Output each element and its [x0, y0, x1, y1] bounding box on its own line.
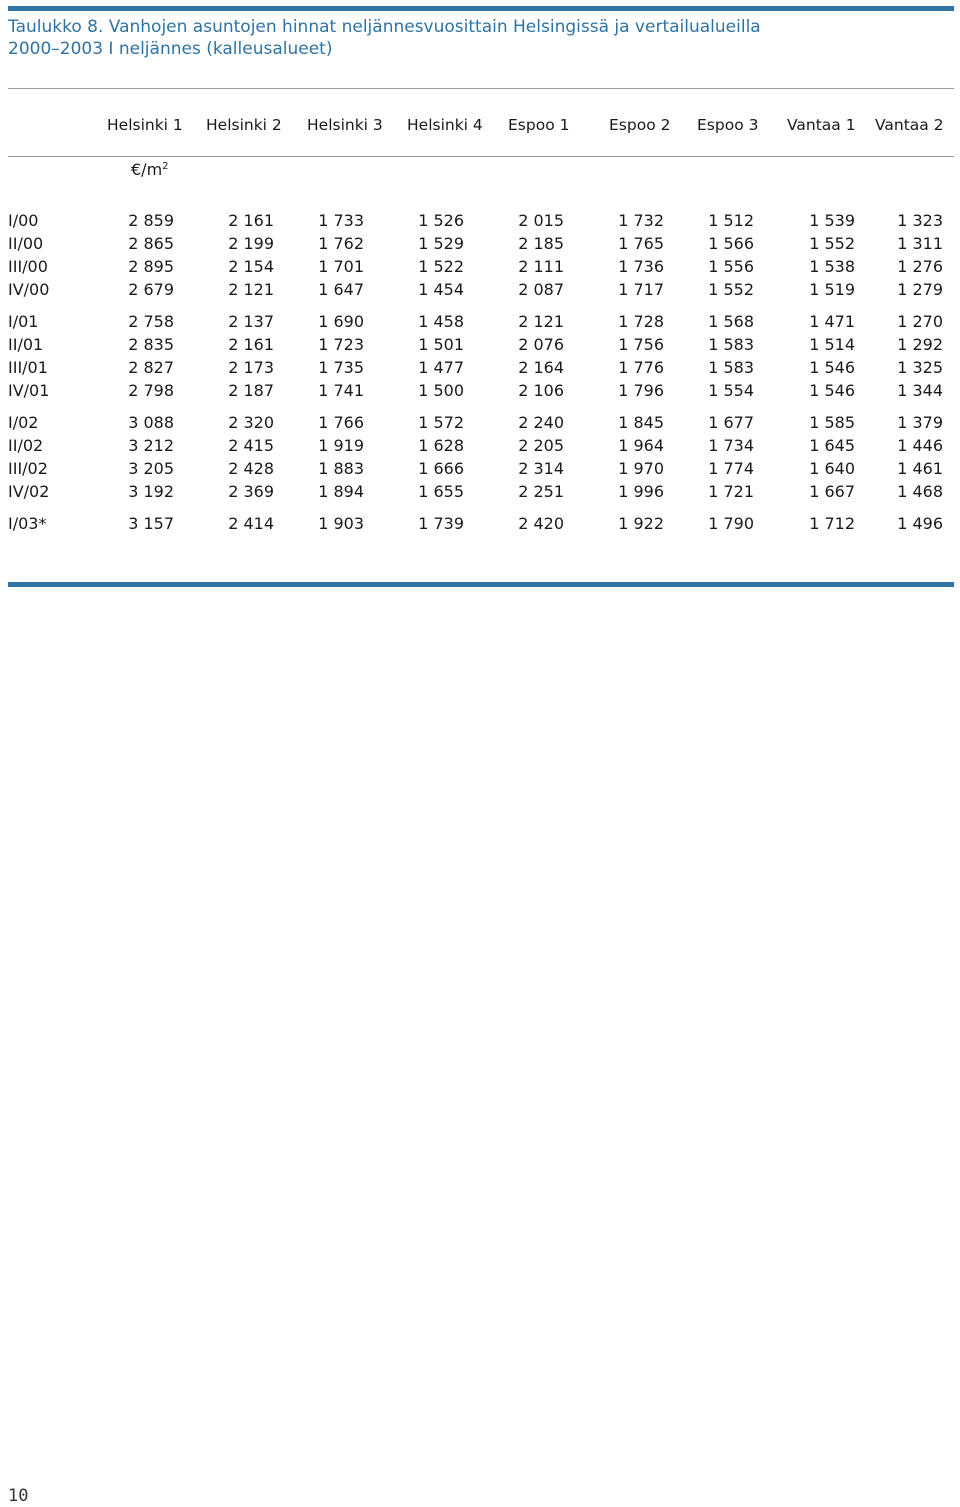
table-row	[0, 514, 960, 536]
table-row	[0, 436, 960, 458]
table-cell: 1 756	[618, 335, 664, 354]
table-cell: 1 765	[618, 234, 664, 253]
table-cell: 1 501	[418, 335, 464, 354]
row-label: III/02	[8, 459, 48, 478]
table-cell: 2 240	[518, 413, 564, 432]
table-cell: 2 758	[128, 312, 174, 331]
table-cell: 1 922	[618, 514, 664, 533]
table-cell: 1 566	[708, 234, 754, 253]
table-cell: 3 205	[128, 459, 174, 478]
table-cell: 1 546	[809, 381, 855, 400]
table-cell: 1 970	[618, 459, 664, 478]
table-row	[0, 211, 960, 233]
table-cell: 2 076	[518, 335, 564, 354]
table-cell: 1 964	[618, 436, 664, 455]
table-cell: 1 736	[618, 257, 664, 276]
table-cell: 2 121	[228, 280, 274, 299]
table-title-line-2: 2000–2003 I neljännes (kalleusalueet)	[8, 39, 333, 59]
table-cell: 1 279	[897, 280, 943, 299]
table-cell: 1 454	[418, 280, 464, 299]
table-cell: 1 721	[708, 482, 754, 501]
table-cell: 3 212	[128, 436, 174, 455]
row-label: IV/02	[8, 482, 50, 501]
header-bottom-rule	[8, 156, 954, 157]
table-cell: 1 732	[618, 211, 664, 230]
row-label: IV/01	[8, 381, 50, 400]
table-cell: 1 458	[418, 312, 464, 331]
table-cell: 2 164	[518, 358, 564, 377]
table-cell: 1 500	[418, 381, 464, 400]
table-cell: 1 546	[809, 358, 855, 377]
table-cell: 2 185	[518, 234, 564, 253]
unit-symbol: €/m	[131, 160, 163, 179]
table-cell: 1 554	[708, 381, 754, 400]
table-cell: 1 647	[318, 280, 364, 299]
table-cell: 1 496	[897, 514, 943, 533]
table-cell: 1 461	[897, 459, 943, 478]
table-row	[0, 482, 960, 504]
table-cell: 1 723	[318, 335, 364, 354]
row-label: I/00	[8, 211, 39, 230]
table-cell: 1 712	[809, 514, 855, 533]
table-cell: 1 519	[809, 280, 855, 299]
table-cell: 1 741	[318, 381, 364, 400]
table-cell: 1 471	[809, 312, 855, 331]
table-cell: 2 320	[228, 413, 274, 432]
table-cell: 2 827	[128, 358, 174, 377]
table-cell: 1 538	[809, 257, 855, 276]
table-title	[8, 16, 954, 60]
table-cell: 2 154	[228, 257, 274, 276]
table-cell: 1 677	[708, 413, 754, 432]
table-cell: 1 379	[897, 413, 943, 432]
column-header: Vantaa 1	[787, 116, 856, 134]
table-cell: 1 919	[318, 436, 364, 455]
table-cell: 1 894	[318, 482, 364, 501]
table-row	[0, 459, 960, 481]
table-cell: 2 106	[518, 381, 564, 400]
table-row	[0, 280, 960, 302]
table-cell: 1 645	[809, 436, 855, 455]
table-cell: 1 526	[418, 211, 464, 230]
table-cell: 2 859	[128, 211, 174, 230]
table-cell: 1 552	[809, 234, 855, 253]
table-cell: 1 690	[318, 312, 364, 331]
row-label: II/01	[8, 335, 44, 354]
table-cell: 1 734	[708, 436, 754, 455]
table-cell: 2 865	[128, 234, 174, 253]
column-header: Espoo 3	[697, 116, 759, 134]
table-cell: 2 187	[228, 381, 274, 400]
table-cell: 2 420	[518, 514, 564, 533]
row-label: I/03*	[8, 514, 47, 533]
table-cell: 1 276	[897, 257, 943, 276]
table-cell: 1 717	[618, 280, 664, 299]
table-cell: 1 774	[708, 459, 754, 478]
table-cell: 1 446	[897, 436, 943, 455]
table-cell: 2 199	[228, 234, 274, 253]
table-cell: 1 640	[809, 459, 855, 478]
table-cell: 1 568	[708, 312, 754, 331]
table-cell: 1 512	[708, 211, 754, 230]
table-cell: 2 205	[518, 436, 564, 455]
table-cell: 1 270	[897, 312, 943, 331]
table-cell: 1 728	[618, 312, 664, 331]
column-header-row	[0, 116, 960, 138]
table-cell: 1 766	[318, 413, 364, 432]
table-cell: 1 762	[318, 234, 364, 253]
row-label: I/01	[8, 312, 39, 331]
table-cell: 1 735	[318, 358, 364, 377]
table-cell: 1 796	[618, 381, 664, 400]
table-cell: 2 414	[228, 514, 274, 533]
row-label: II/02	[8, 436, 44, 455]
table-cell: 1 655	[418, 482, 464, 501]
table-cell: 1 583	[708, 358, 754, 377]
table-row	[0, 381, 960, 403]
row-label: IV/00	[8, 280, 50, 299]
table-cell: 1 667	[809, 482, 855, 501]
table-cell: 2 121	[518, 312, 564, 331]
table-cell: 2 111	[518, 257, 564, 276]
bottom-accent-rule	[8, 582, 954, 587]
table-cell: 1 468	[897, 482, 943, 501]
column-header: Helsinki 4	[407, 116, 483, 134]
table-cell: 2 798	[128, 381, 174, 400]
table-row	[0, 234, 960, 256]
table-cell: 2 415	[228, 436, 274, 455]
table-cell: 2 314	[518, 459, 564, 478]
table-row	[0, 413, 960, 435]
table-cell: 1 552	[708, 280, 754, 299]
table-cell: 1 344	[897, 381, 943, 400]
table-row	[0, 335, 960, 357]
unit-superscript: 2	[162, 161, 169, 172]
column-header: Espoo 1	[508, 116, 570, 134]
table-row	[0, 358, 960, 380]
table-cell: 2 679	[128, 280, 174, 299]
header-top-rule	[8, 88, 954, 89]
table-cell: 2 087	[518, 280, 564, 299]
top-accent-rule	[8, 6, 954, 11]
table-cell: 2 161	[228, 335, 274, 354]
table-cell: 1 996	[618, 482, 664, 501]
table-cell: 1 739	[418, 514, 464, 533]
table-cell: 1 514	[809, 335, 855, 354]
table-cell: 1 311	[897, 234, 943, 253]
table-cell: 1 325	[897, 358, 943, 377]
column-header: Vantaa 2	[875, 116, 944, 134]
table-cell: 2 895	[128, 257, 174, 276]
page-number: 10	[8, 1486, 29, 1506]
table-cell: 1 883	[318, 459, 364, 478]
table-cell: 1 585	[809, 413, 855, 432]
table-cell: 1 572	[418, 413, 464, 432]
table-cell: 2 835	[128, 335, 174, 354]
table-cell: 2 173	[228, 358, 274, 377]
table-cell: 1 477	[418, 358, 464, 377]
table-title-line-1: Taulukko 8. Vanhojen asuntojen hinnat neljännesvuosittain Helsingissä ja vertailualueilla	[8, 17, 761, 37]
table-cell: 2 161	[228, 211, 274, 230]
table-cell: 1 628	[418, 436, 464, 455]
row-label: III/00	[8, 257, 48, 276]
column-header: Helsinki 2	[206, 116, 282, 134]
table-cell: 3 192	[128, 482, 174, 501]
table-cell: 1 776	[618, 358, 664, 377]
table-cell: 1 845	[618, 413, 664, 432]
table-cell: 1 292	[897, 335, 943, 354]
table-cell: 1 323	[897, 211, 943, 230]
column-header: Helsinki 3	[307, 116, 383, 134]
table-cell: 3 157	[128, 514, 174, 533]
table-cell: 1 539	[809, 211, 855, 230]
table-cell: 2 369	[228, 482, 274, 501]
unit-label	[131, 160, 169, 179]
table-cell: 1 529	[418, 234, 464, 253]
row-label: I/02	[8, 413, 39, 432]
table-cell: 1 522	[418, 257, 464, 276]
row-label: II/00	[8, 234, 44, 253]
table-cell: 2 015	[518, 211, 564, 230]
table-cell: 3 088	[128, 413, 174, 432]
table-cell: 2 428	[228, 459, 274, 478]
table-cell: 1 903	[318, 514, 364, 533]
table-row	[0, 312, 960, 334]
table-cell: 2 251	[518, 482, 564, 501]
row-label: III/01	[8, 358, 48, 377]
table-row	[0, 257, 960, 279]
table-cell: 1 790	[708, 514, 754, 533]
table-cell: 2 137	[228, 312, 274, 331]
column-header: Helsinki 1	[107, 116, 183, 134]
table-cell: 1 733	[318, 211, 364, 230]
table-cell: 1 666	[418, 459, 464, 478]
table-cell: 1 701	[318, 257, 364, 276]
column-header: Espoo 2	[609, 116, 671, 134]
table-cell: 1 583	[708, 335, 754, 354]
table-cell: 1 556	[708, 257, 754, 276]
